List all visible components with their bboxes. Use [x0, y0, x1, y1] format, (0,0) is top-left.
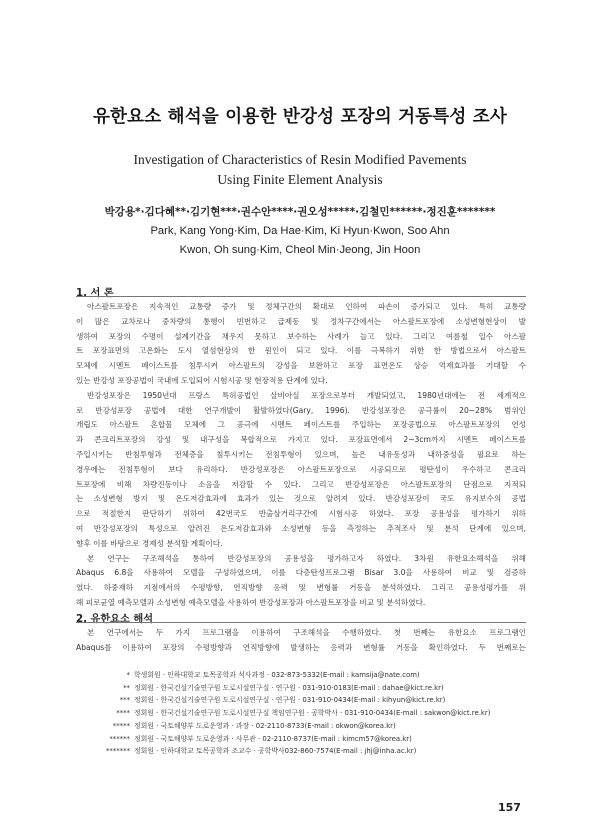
footnote-mark: *: [126, 671, 130, 679]
body-line: 트 포장표면의 고온화는 도시 열섬현상의 한 원인이 되고 있다. 이를 극복하기 위한 한 방법으로서 아스팔트: [76, 346, 526, 356]
body-line: 아스팔트포장은 지속적인 교통량 증가 및 정체구간의 확대로 인하여 파손이 증가되고 있다. 특히 교통량: [87, 302, 526, 311]
section-2-body: [76, 626, 526, 656]
footnote: [96, 720, 516, 733]
body-line: 반강성포장은 1950년대 프랑스 특허공법인 살비아실 포장으로부터 개발되었고, 1980년대에는 전 세계적으: [87, 390, 526, 400]
footnote-text: 정회원 · 한국건설기술연구원 도로시설연구실 · 연구원 · 031-910-0183(E-mail : dahae@kict.re.kr): [134, 683, 444, 692]
body-line: 였다. 하중재하 지점에서의 수평방향, 연직방향 응력 및 변형률 거동을 분석하였다. 그리고 공용성평가를 위: [76, 583, 526, 593]
title-korean: 유한요소 해석을 이용한 반강성 포장의 거동특성 조사: [92, 107, 508, 127]
title-english-line-1: Investigation of Characteristics of Resin Modified Pavements: [133, 152, 467, 167]
body-line: 으로 적절한지 판단하기 위하여 42번국도 반출삼거리구간에 시험시공 하였다. 포장 공용성을 평가하기 위하: [76, 509, 526, 519]
footnote-text: 정회원 · 인하대학교 토목공학과 조교수 · 공학박사032-860-7574(E-mail : jhj@inha.ac.kr): [134, 747, 417, 756]
authors-english-line-2: Kwon, Oh sung·Kim, Cheol Min·Jeong, Jin Hoon: [179, 244, 421, 256]
footnote: [96, 682, 516, 695]
footnote-text: 학생회원 · 인하대학교 토목공학과 석사과정 · 032-873-5332(E-mail : kamsija@nate.com): [134, 671, 420, 679]
footnote-mark: *****: [112, 721, 130, 730]
footnote-text: 정회원 · 국토해양부 도로운영과 · 과장 · 02-2110-8733(E-mail : okwon@korea.kr): [134, 721, 396, 730]
footnote: [96, 733, 516, 746]
body-line: 개립도 아스팔트 혼합물 모체에 그 공극에 시멘트 페이스트를 주입하는 포장공법으로 아스팔트포장의 연성: [76, 420, 526, 430]
title-english: [0, 150, 600, 190]
section-2-rule: [76, 622, 526, 623]
footnote: [96, 669, 516, 682]
body-line: 는 소성변형 방지 및 온도저감효과에 효과가 있는 것으로 알려져 있다. 반강성포장이 국도 유지보수의 공법: [76, 494, 526, 504]
footnote-text: 정회원 · 한국건설기술연구원 도로시설연구실 책임연구원 · 공학박사 · 031-910-0434(E-mail : sakwon@kict.re.kr): [134, 709, 491, 718]
footnote-mark: ******: [109, 734, 130, 743]
body-line: 생하여 포장의 수명이 설계기간을 채우지 못하고 보수하는 사례가 늘고 있다. 그리고 여름철 일수 아스팔: [76, 331, 526, 341]
body-line: 모체에 시멘트 페이스트를 침투시켜 아스팔트의 강성을 보완하고 포장 표면온도 상승 억제효과를 기대할 수: [76, 361, 526, 371]
section-2-heading: 2. 유한요소 해석: [76, 614, 154, 625]
footnotes: [96, 669, 516, 758]
body-line: Abaqus 6.8을 사용하여 모델을 구성하였으며, 이를 다층탄성프로그램 Bisar 3.0을 사용하여 비교 및 검증하: [76, 568, 526, 578]
footnote: [96, 694, 516, 707]
footnote-mark: *******: [105, 747, 130, 756]
title-english-line-2: Using Finite Element Analysis: [217, 172, 383, 187]
body-line: 과 콘크리트포장의 강성 및 내구성을 복합적으로 가지고 있다. 포장표면에서 2~3cm까지 시멘트 페이스트를: [76, 435, 526, 445]
body-line: 경우에는 전침투형이 보다 유리하다. 반강성포장은 아스팔트포장으로 시공되므로 평탄성이 우수하고 콘크리: [76, 464, 526, 474]
authors-english-line-1: Park, Kang Yong·Kim, Da Hae·Kim, Ki Hyun·Kwon, Soo Ahn: [150, 225, 450, 237]
body-line: 주입시키는 반침투형과 전체층을 침투시키는 전침투형이 있으며, 높은 내유동성과 내하중성을 필요로 하는: [76, 449, 526, 459]
footnote-mark: ****: [116, 709, 130, 718]
page-number: 157: [498, 801, 521, 814]
footnote: [96, 745, 516, 758]
body-line: Abaqus를 이용하여 포장의 수평방향과 연직방향에 발생하는 응력과 변형률 거동을 확인하였다. 두 번째로는: [76, 642, 526, 652]
body-line: 이 많은 교차로나 중차량의 통행이 빈번하고 급제동 및 정차구간에서는 아스팔트포장에 소성변형현상이 발: [76, 316, 526, 326]
body-line: 트포장에 비해 차량진동이나 소음을 저감할 수 있다. 그리고 반강성포장은 아스팔트포장의 단점으로 지적되: [76, 479, 526, 489]
footnote: [96, 707, 516, 720]
section-1-heading: 1. 서 론: [76, 288, 114, 299]
authors-english: [0, 222, 600, 260]
body-line: 본 연구는 구조해석을 통하여 반강성포장의 공용성을 평가하고자 하였다. 3차원 유한요소해석을 위해: [87, 553, 526, 563]
body-line: 로 반강성포장 공법에 대한 연구개발이 활발하였다(Gary, 1996). 반강성포장은 공극률이 20~28% 범위인: [76, 405, 526, 415]
body-line: 있는 반강성 포장공법이 국내에 도입되어 시험시공 및 현장적용 단계에 있다.: [76, 375, 328, 385]
body-line: 여 반강성포장의 특성으로 알려진 온도저감효과와 소성변형 등을 측정하는 추적조사 및 분석 단계에 있으며,: [76, 523, 526, 533]
body-line: 해 피로균열 예측모델과 소성변형 예측모델을 사용하여 반강성포장과 아스팔트포장을 비교 및 분석하였다.: [76, 597, 426, 607]
section-1-body: [76, 300, 526, 611]
footnote-mark: ***: [119, 696, 130, 705]
footnote-text: 정회원 · 한국건설기술연구원 도로시설연구실 · 연구원 · 031-910-0434(E-mail : kihyun@kict.re.kr): [134, 696, 446, 705]
body-line: 본 연구에서는 두 가지 프로그램을 이용하여 구조해석을 수행하였다. 첫 번째는 유한요소 프로그램인: [87, 628, 526, 637]
footnote-mark: **: [123, 683, 130, 692]
section-1-rule: [76, 296, 526, 297]
footnote-text: 정회원 · 국토해양부 도로운영과 · 사무관 · 02-2110-8737(E-mail : kimcm57@korea.kr): [134, 734, 412, 743]
body-line: 향후 이를 바탕으로 경제성 분석할 계획이다.: [76, 538, 223, 548]
authors-korean: 박강용*·김다혜**·김기현***·권수안****·권오성*****·김철민******·정진훈*******: [104, 206, 496, 218]
